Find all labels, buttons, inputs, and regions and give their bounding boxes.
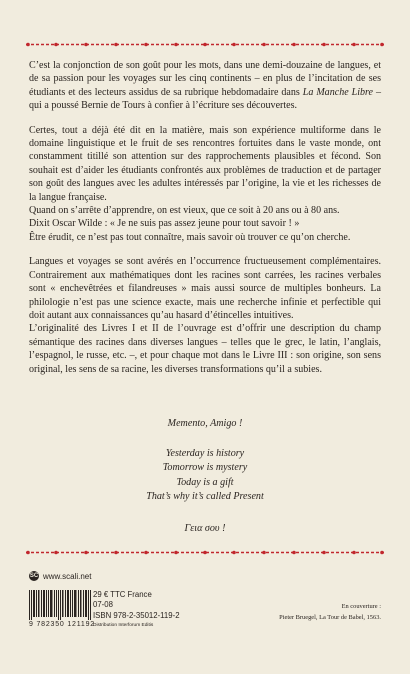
back-cover-text	[29, 59, 381, 376]
price: 29 € TTC France	[93, 590, 152, 599]
barcode-bars	[29, 590, 91, 620]
price-info	[93, 590, 180, 629]
cover-credit	[279, 601, 381, 623]
poem-line: Tomorrow is mystery	[162, 462, 248, 474]
distribution: Distribution Interforum Editis	[93, 623, 154, 629]
website-url[interactable]: www.scali.net	[43, 571, 92, 581]
paragraph-originality: L’originalité des Livres I et II de l’ouvrage est d’offrir une description du champ sémantique des racines dans diverses langues – telles que le grec, le latin, l’anglais, l’espagnol, le russe, etc. –, et pour chaque mot dans le Livre III : son origine, son sens original, les sens de sa racine, les diverses transformations qu’il a subies.	[29, 323, 381, 375]
poem	[29, 447, 381, 504]
paragraph-erudition: Être érudit, ce n’est pas tout connaître, mais savoir où trouver ce qu’on cherche.	[29, 231, 351, 243]
barcode-digits: 9 782350 121192	[29, 621, 95, 628]
isbn: ISBN 978-2-35012-119-2	[93, 610, 180, 620]
poem-line: Yesterday is history	[165, 448, 245, 459]
publisher-website	[29, 571, 91, 581]
isbn-barcode	[29, 590, 95, 628]
paragraph-oscar-wilde: Dixit Oscar Wilde : « Je ne suis pas assez jeune pour tout savoir ! »	[29, 218, 300, 230]
newspaper-title: La Manche Libre	[302, 86, 374, 98]
poem-line: Today is a gift	[176, 476, 234, 488]
publisher-logo-icon: SC	[29, 573, 39, 579]
poem-line: That’s why it’s called Present	[146, 490, 264, 502]
greek-greeting: Γεια σου !	[184, 523, 226, 534]
paragraph-languages-travel: Langues et voyages se sont avérés en l’occurrence fructueusement complémentaires. Contrairement aux mathématiques dont les racines sont carrées, les racines verbales sont « enchevêtrées et filandreuses » mais aussi source de multiples bonheurs. La philologie n’est pas une science exacte, mais une recherche infinie et perfectible qui doit autant aux connaissances qu’au hasard d’étincelles intuitives.	[29, 256, 381, 321]
date-code: 07-08	[93, 600, 113, 610]
bottom-decorative-border	[26, 548, 384, 557]
cover-credit-label: En couverture :	[341, 603, 381, 610]
paragraph-experience: Certes, tout a déjà été dit en la matière, mais son expérience multiforme dans le domaine linguistique et le fruit de ses rencontres fortuites dans le vaste monde, ont constamment titillé son attention sur des rapprochements plausibles et fécond. Son souhait est d’aider les étudiants confrontés aux problèmes de traduction et de partager son goût des langues avec les adultes intéressés par l’origine, la vie et les richesses de la langue française.	[29, 124, 381, 203]
paragraph-learning: Quand on s’arrête d’apprendre, on est vieux, que ce soit à 20 ans ou à 80 ans.	[29, 205, 340, 217]
cover-credit-text: Pieter Bruegel, La Tour de Babel, 1563.	[279, 614, 381, 621]
top-decorative-border	[26, 40, 384, 49]
motto: Memento, Amigo !	[167, 418, 243, 429]
paragraph-intro: C’est la conjonction de son goût pour les mots, dans une demi-douzaine de langues, et de sa passion pour les voyages sur les cinq continents – en plus de l’incitation de ses étudiants et des lecteurs assidus de sa rubrique hebdomadaire dans La Manche Libre – qui a poussé Bernie de Tours à confier à l’écriture ses découvertes.	[29, 60, 381, 112]
